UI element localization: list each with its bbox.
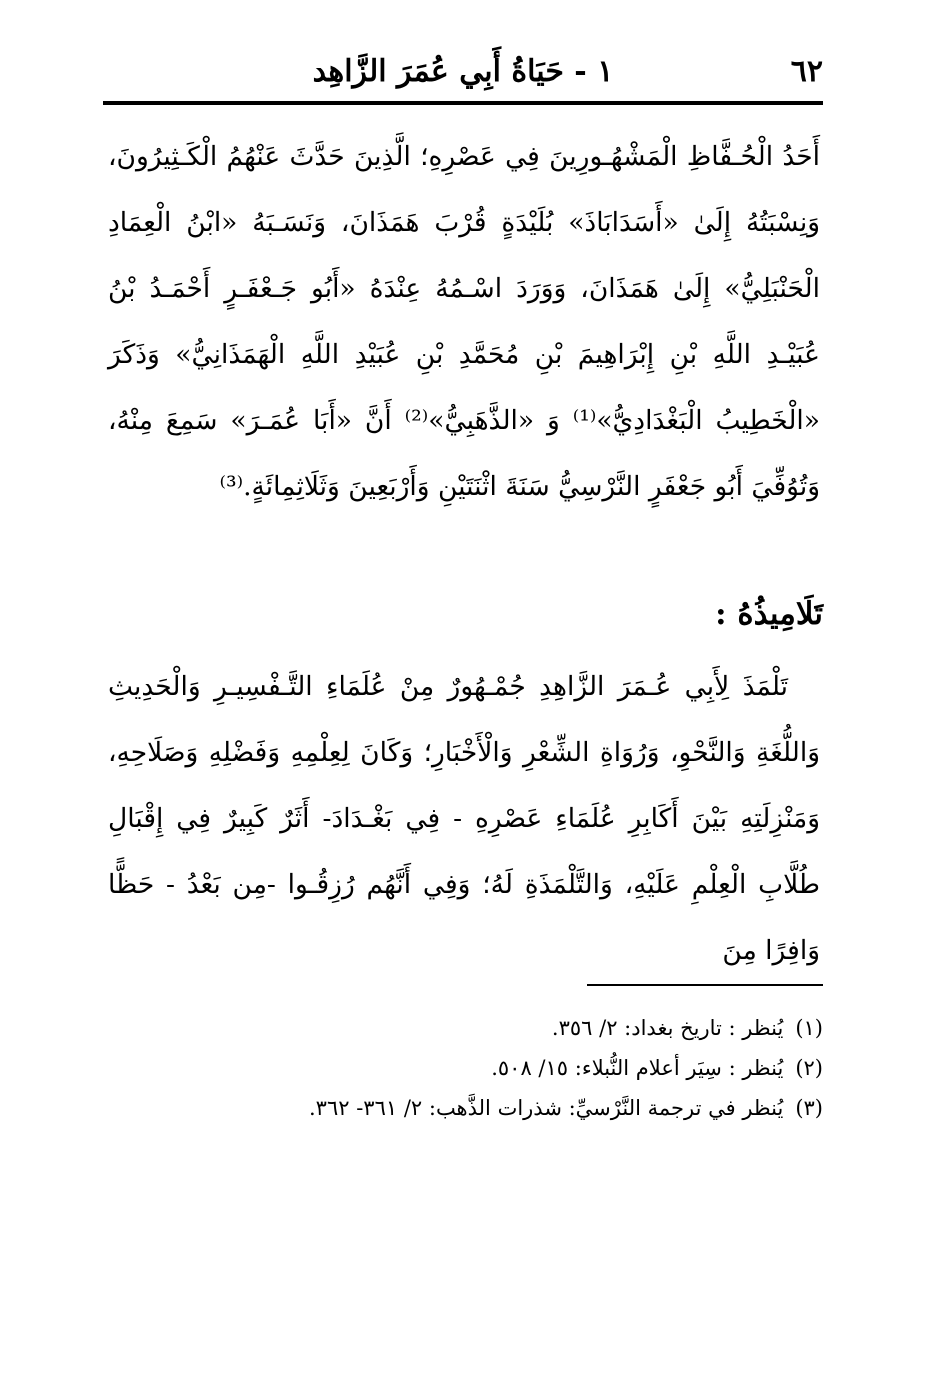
footnote-text: يُنظر في ترجمة النَّرْسيِّ: شذرات الذَّهب: ٢/ ٣٦١- ٣٦٢. <box>308 1096 784 1120</box>
footnote-text: يُنظر : سِيَر أعلام النُّبلاء: ١٥/ ٥٠٨. <box>491 1056 784 1080</box>
running-title: ١ - حَيَاةُ أَبِي عُمَرَ الزَّاهِد <box>312 54 614 89</box>
body-paragraph-1: أَحَدُ الْحُـفَّاظِ الْمَشْهُـورِينَ فِي عَصْرِهِ؛ الَّذِينَ حَدَّثَ عَنْهُمُ الْكَـثِيرُونَ، وَنِسْبَتُهُ إِلَىٰ «أَسَدَابَاذَ» بُلَيْدَةٍ قُرْبَ هَمَذَانَ، وَنَسَـبَهُ «ابْنُ الْعِمَادِ الْحَنْبَلِيُّ» إِلَىٰ هَمَذَانَ، وَوَرَدَ اسْـمُهُ عِنْدَهُ «أَبُو جَـعْفَـرٍ أَحْمَـدُ بْنُ عُبَيْـدِ اللَّهِ بْنِ إِبْرَاهِيمَ بْنِ مُحَمَّدِ بْنِ عُبَيْدِ اللَّهِ الْهَمَذَانِيُّ» وَذَكَرَ «الْخَطِيبُ الْبَغْدَادِيُّ»⁽¹⁾ وَ «الذَّهَبِيُّ»⁽²⁾ أَنَّ «أَبَا عُمَـرَ» سَمِعَ مِنْهُ، وَتُوُفِّيَ أَبُو جَعْفَرٍ النَّرْسِيُّ سَنَةَ اثْنَتَيْنِ وَأَرْبَعِينَ وَثَلَاثِمِائَةٍ.⁽³⁾ <box>108 141 820 502</box>
footnote-number: (١) <box>795 1016 823 1040</box>
footnote-number: (٢) <box>795 1056 823 1080</box>
footnote-item <box>123 1008 823 1048</box>
footnote-item <box>123 1048 823 1088</box>
header-divider <box>103 101 823 105</box>
footnote-text: يُنظر : تاريخ بغداد: ٢/ ٣٥٦. <box>551 1016 784 1040</box>
body-paragraph-2: تَلْمَذَ لِأَبِي عُـمَرَ الزَّاهِدِ جُمْـهُورٌ مِنْ عُلَمَاءِ التَّـفْسِيـرِ وَالْحَدِيثِ وَاللُّغَةِ وَالنَّحْوِ، وَرُوَاةِ الشِّعْرِ وَالْأَخْبَارِ؛ وَكَانَ لِعِلْمِهِ وَفَضْلِهِ وَصَلَاحِهِ، وَمَنْزِلَتِهِ بَيْنَ أَكَابِرِ عُلَمَاءِ عَصْرِهِ - فِي بَغْـدَادَ- أَثَرٌ كَبِيرٌ فِي إِقْبَالِ طُلَّابِ الْعِلْمِ عَلَيْهِ، وَالتَّلْمَذَةِ لَهُ؛ وَفِي أَنَّهُم رُزِقُـوا -مِن بَعْدُ - حَظًّا وَافِرًا مِنَ <box>108 671 820 966</box>
footnotes-list <box>123 1008 823 1128</box>
page-header <box>103 48 823 98</box>
footnote-item <box>123 1088 823 1128</box>
page-number: ٦٢ <box>790 54 823 89</box>
section-heading: تَلَامِيذُهُ : <box>715 596 823 632</box>
footnote-number: (٣) <box>795 1096 823 1120</box>
footnote-divider <box>587 984 823 986</box>
